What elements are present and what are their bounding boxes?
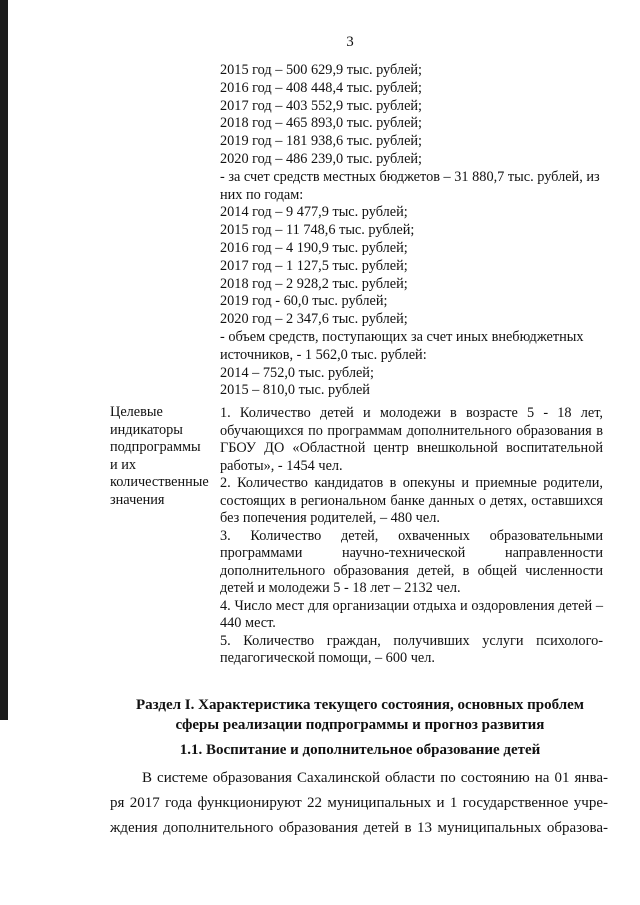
funding-line: 2014 год – 9 477,9 тыс. рублей; (220, 204, 408, 221)
funding-line: 2016 год – 408 448,4 тыс. рублей; (220, 79, 423, 96)
indicator-item: 1. Количество детей и молодежи в возрасте 5 - 18 лет, обучающихся по программам дополнительного образования в ГБОУ ДО «Областной центр внешкольной воспитательной работы», - 1454 чел. (220, 405, 603, 474)
funding-line: 2016 год – 4 190,9 тыс. рублей; (220, 239, 408, 256)
indicators-list (220, 405, 603, 668)
indicator-item: 5. Количество граждан, получивших услуги психолого-педагогической помощи, – 600 чел. (220, 632, 603, 666)
funding-line: 2014 – 752,0 тыс. рублей; (220, 364, 374, 381)
funding-line: 2018 год – 465 893,0 тыс. рублей; (220, 115, 423, 132)
page-number: 3 (346, 34, 354, 50)
funding-line: 2019 год - 60,0 тыс. рублей; (220, 293, 388, 310)
funding-line: 2018 год – 2 928,2 тыс. рублей; (220, 275, 408, 292)
indicator-item: 4. Число мест для организации отдыха и оздоровления детей – 440 мест. (220, 597, 603, 631)
funding-line: 2019 год – 181 938,6 тыс. рублей; (220, 133, 423, 150)
indicator-item: 3. Количество детей, охваченных образовательными программами научно-технической направленности дополнительного образования детей, в общей численности детей и молодежи 5 - 18 лет – 2132 чел. (220, 527, 603, 596)
funding-line: 2017 год – 403 552,9 тыс. рублей; (220, 97, 423, 114)
subsection-title: 1.1. Воспитание и дополнительное образование детей (179, 742, 541, 758)
body-paragraph (110, 766, 608, 841)
paragraph-line: ря 2017 года функционируют 22 муниципальных и 1 государственное учре- (110, 795, 608, 811)
local-budget-intro: - за счет средств местных бюджетов – 31 880,7 тыс. рублей, из них по годам: (220, 168, 600, 203)
funding-line: 2017 год – 1 127,5 тыс. рублей; (220, 257, 408, 274)
funding-line: 2015 год – 11 748,6 тыс. рублей; (220, 222, 415, 239)
section-title (110, 695, 610, 735)
indicator-item: 2. Количество кандидатов в опекуны и приемные родители, состоящих в региональном банке данных о детях, оставшихся без попечения родителей, – 480 чел. (220, 475, 603, 526)
extrabudget-intro: - объем средств, поступающих за счет иных внебюджетных источников, - 1 562,0 тыс. рублей: (220, 328, 584, 363)
scan-page-edge (0, 0, 8, 720)
funding-line: 2020 год – 486 239,0 тыс. рублей; (220, 150, 423, 167)
funding-list (220, 62, 608, 400)
indicators-label: Целевые индикаторы подпрограммы и их количественные значения (110, 404, 209, 508)
section-title-line: сферы реализации подпрограммы и прогноз развития (175, 717, 545, 733)
section-title-line: Раздел I. Характеристика текущего состояния, основных проблем (135, 697, 585, 713)
paragraph-line: ждения дополнительного образования детей в 13 муниципальных образова- (110, 820, 608, 836)
funding-line: 2015 год – 500 629,9 тыс. рублей; (220, 62, 423, 78)
paragraph-line: В системе образования Сахалинской области по состоянию на 01 янва- (142, 770, 608, 786)
funding-line: 2020 год – 2 347,6 тыс. рублей; (220, 311, 408, 328)
funding-line: 2015 – 810,0 тыс. рублей (220, 382, 370, 399)
